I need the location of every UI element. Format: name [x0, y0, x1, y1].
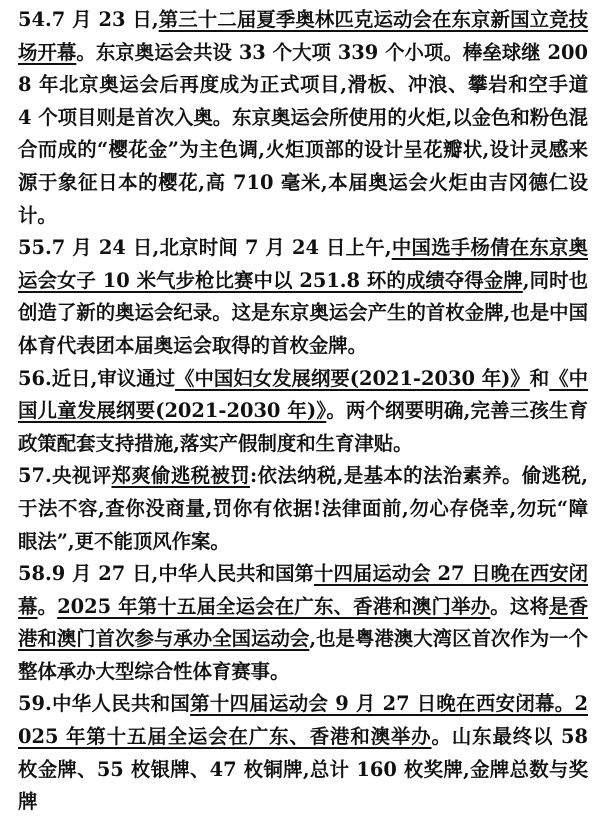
text-segment: 56.近日,审议通过 — [18, 366, 176, 390]
text-segment: 。山东最终以 58 枚金牌、55 枚银牌、47 枚铜牌,总计 160 枚奖牌,金牌总数与奖牌 — [18, 725, 588, 814]
text-segment: 59.中华人民共和国 — [18, 692, 191, 716]
text-segment: 。东京奥运会共设 33 个大项 339 个小项。棒垒球继 2008 年北京奥运会后再度成为正式项目,滑板、冲浪、攀岩和空手道 4 个项目则是首次入奥。东京奥运会所使用的火炬,以金色和粉色混合而成的“樱花金”为主色调,火炬顶部的设计呈花瓣状,设计灵感来源于象征日本的樱花,高 710 毫米,本届奥运会火炬由吉冈德仁设计。 — [18, 40, 588, 227]
text-segment: 。 — [37, 594, 58, 618]
text-segment: 。两个纲要明确,完善三孩生育政策配套支持措施,落实产假制度和生育津贴。 — [18, 399, 588, 455]
news-item — [18, 363, 588, 461]
underlined-text: 十四届运动会 27 日晚在西安闭幕 — [18, 562, 588, 618]
text-segment: 54.7 月 23 日, — [18, 8, 159, 31]
text-segment: 和 — [529, 366, 550, 390]
text-segment: :依法纳税,是基本的法治素养。偷逃税,于法不容,查你没商量,罚你有依据!法律面前,勿心存侥幸,勿玩“障眼法”,更不能顶风作案。 — [18, 464, 588, 553]
underlined-text: 《中国儿童发展纲要(2021-2030 年)》 — [18, 366, 588, 423]
news-list — [18, 4, 588, 819]
news-item — [18, 460, 588, 558]
news-item — [18, 232, 588, 362]
news-item — [18, 688, 588, 818]
underlined-text: 中国选手杨倩在东京奥运会女子 10 米气步枪比赛中以 251.8 环的成绩夺得金牌 — [18, 236, 588, 292]
underlined-text: 2025 年第十五届全运会在广东、香港和澳门举办 — [57, 594, 491, 618]
text-segment: ,也是粤港澳大湾区首次作为一个整体承办大型综合性体育赛事。 — [18, 627, 588, 683]
underlined-text: 第三十二届夏季奥林匹克运动会在东京新国立竞技场开幕 — [18, 8, 589, 64]
text-segment: 58.9 月 27 日,中华人民共和国第 — [18, 562, 314, 586]
underlined-text: 是香港和澳门首次参与承办全国运动会 — [18, 594, 589, 651]
underlined-text: 《中国妇女发展纲要(2021-2030 年)》 — [175, 366, 530, 390]
text-segment: 57.央视评 — [18, 464, 112, 488]
text-segment: 55.7 月 24 日,北京时间 7 月 24 日上午, — [18, 236, 392, 260]
text-segment: 。这将 — [490, 594, 550, 618]
underlined-text: 郑爽偷逃税被罚 — [111, 464, 250, 488]
text-segment: ,同时也创造了新的奥运会纪录。这是东京奥运会产生的首枚金牌,也是中国体育代表团本届奥运会取得的首枚金牌。 — [18, 268, 588, 357]
underlined-text: 第十四届运动会 9 月 27 日晚在西安闭幕。2025 年第十五届全运会在广东、香港和澳举办 — [18, 692, 588, 749]
news-item — [18, 4, 588, 232]
news-item — [18, 558, 588, 688]
